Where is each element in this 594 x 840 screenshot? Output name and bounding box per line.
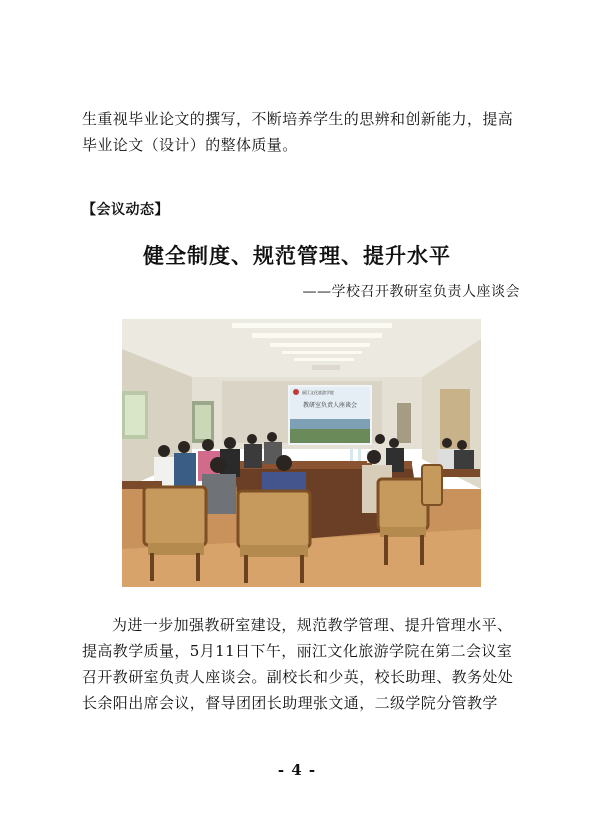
article-headline: 健全制度、规范管理、提升水平: [143, 244, 451, 268]
section-tag: 【会议动态】: [82, 202, 169, 218]
screen-title: 教研室负责人座谈会: [302, 402, 358, 409]
meeting-photo: [122, 319, 481, 587]
screen-logo-text: 丽江文化旅游学院: [302, 390, 334, 395]
continued-paragraph: 生重视毕业论文的撰写，不断培养学生的思辨和创新能力，提高毕业论文（设计）的整体质量。: [82, 110, 514, 154]
page-number: - 4 -: [277, 761, 317, 779]
article-subheadline: ——学校召开教研室负责人座谈会: [302, 284, 520, 300]
body-paragraph: 为进一步加强教研室建设，规范教学管理、提升管理水平、提高教学质量，5月11日下午，丽江文化旅游学院在第二会议室召开教研室负责人座谈会。副校长和少英，校长助理、教务处处长余阳出席会议，督导团团长助理张文通，二级学院分管教学: [82, 616, 514, 712]
